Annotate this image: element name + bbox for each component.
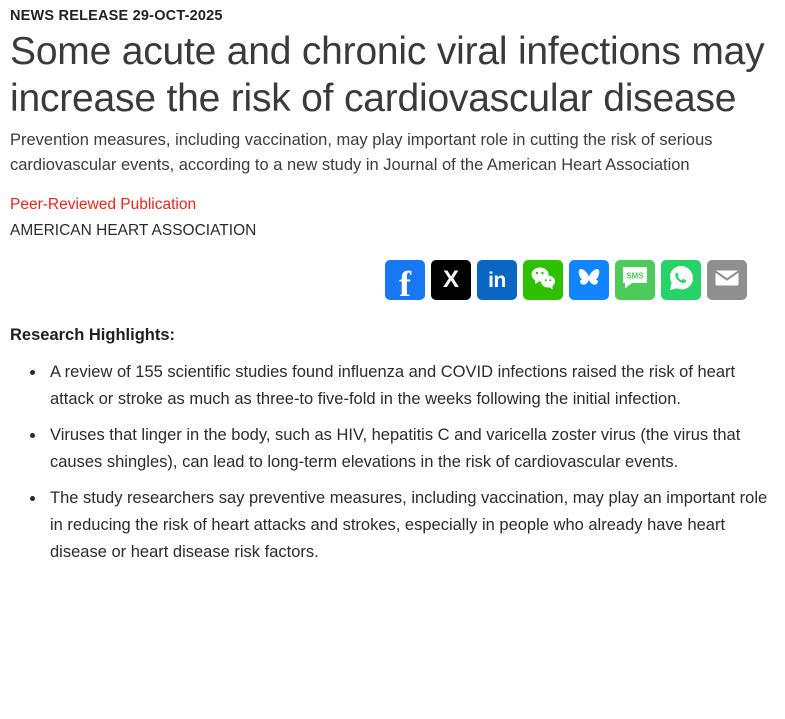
- research-highlights-list: [10, 359, 773, 566]
- release-date-eyebrow: NEWS RELEASE 29-OCT-2025: [10, 8, 223, 24]
- list-item: • A review of 155 scientific studies found influenza and COVID infections raised the risk of heart attack or stroke as much as three-to five-fold in the weeks following the initial infection.: [46, 359, 773, 413]
- share-bluesky-button[interactable]: [569, 260, 609, 300]
- share-linkedin-button[interactable]: [477, 260, 517, 300]
- share-wechat-button[interactable]: [523, 260, 563, 300]
- x-twitter-icon: X: [442, 266, 459, 293]
- list-item: • The study researchers say preventive measures, including vaccination, may play an important role in reducing the risk of heart attacks and strokes, especially in people who already have heart disease or heart disease risk factors.: [46, 485, 773, 566]
- research-highlights-heading: Research Highlights:: [10, 326, 176, 344]
- page-title: Some acute and chronic viral infections may increase the risk of cardiovascular disease: [10, 30, 765, 120]
- publication-type-label: Peer-Reviewed Publication: [10, 196, 197, 213]
- whatsapp-icon: [667, 264, 695, 297]
- bluesky-butterfly-icon: [576, 265, 602, 296]
- share-email-button[interactable]: [707, 260, 747, 300]
- wechat-icon: [529, 264, 557, 297]
- list-item: • Viruses that linger in the body, such as HIV, hepatitis C and varicella zoster virus (the virus that causes shingles), can lead to long-term elevations in the risk of cardiovascular events.: [46, 422, 773, 476]
- organization-label: AMERICAN HEART ASSOCIATION: [10, 222, 257, 239]
- linkedin-icon: in: [488, 268, 506, 292]
- release-subheadline: Prevention measures, including vaccination, may play important role in cutting the risk of serious cardiovascular events, according to a new study in Journal of the American Heart Association: [10, 131, 713, 174]
- share-buttons-row: [10, 260, 773, 300]
- facebook-icon: f: [399, 263, 411, 300]
- sms-bubble-icon: [620, 263, 650, 298]
- share-sms-button[interactable]: [615, 260, 655, 300]
- share-x-button[interactable]: [431, 260, 471, 300]
- share-whatsapp-button[interactable]: [661, 260, 701, 300]
- share-facebook-button[interactable]: [385, 260, 425, 300]
- svg-text:SMS: SMS: [626, 271, 644, 280]
- envelope-icon: [713, 264, 741, 297]
